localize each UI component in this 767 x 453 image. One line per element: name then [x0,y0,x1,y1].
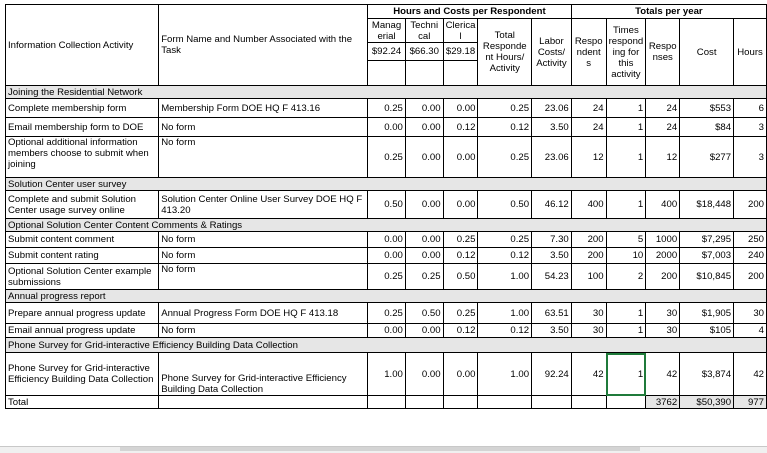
header-form[interactable]: Form Name and Number Associated with the Task [159,5,368,86]
table-row[interactable]: Optional Solution Center example submissions No form 0.25 0.25 0.50 1.00 54.23 100 2 200 $10,845 200 [6,264,767,290]
total-row[interactable] [6,396,767,409]
header-cost[interactable]: Cost [680,19,734,86]
header-total-hours[interactable]: Total Responde nt Hours/ Activity [478,19,532,86]
activity-cell[interactable]: Submit content comment [6,232,159,248]
activity-cell[interactable]: Optional Solution Center example submissions [6,264,159,290]
form-cell[interactable]: Membership Form DOE HQ F 413.16 [159,99,368,118]
table-row[interactable]: Phone Survey for Grid-interactive Efficiency Building Data Collection Phone Survey for Grid-interactive Efficiency Building Data Collection 1.00 0.00 0.00 1.00 92.24 42 1 42 $3,874 42 [6,353,767,396]
table-row[interactable]: Submit content rating No form 0.00 0.00 0.12 0.12 3.50 200 10 2000 $7,003 240 [6,248,767,264]
section-header[interactable]: Optional Solution Center Content Comments & Ratings [6,219,767,232]
activity-cell[interactable]: Optional additional information members choose to submit when joining [6,137,159,178]
scrollbar-thumb[interactable] [120,447,640,451]
form-cell[interactable]: No form [159,232,368,248]
section-header[interactable]: Joining the Residential Network [6,86,767,99]
total-cost[interactable]: $50,390 [680,396,734,409]
activity-cell[interactable]: Prepare annual progress update [6,303,159,324]
table-row[interactable]: Email annual progress update No form 0.00 0.00 0.12 0.12 3.50 30 1 30 $105 4 [6,324,767,338]
rate-technical[interactable]: $66.30 [405,43,443,61]
form-cell[interactable]: No form [159,248,368,264]
form-cell[interactable]: Annual Progress Form DOE HQ F 413.18 [159,303,368,324]
header-clerical[interactable]: Clerica l [443,19,478,43]
header-times[interactable]: Times respond ing for this activity [606,19,646,86]
header-technical[interactable]: Techni cal [405,19,443,43]
form-cell[interactable]: No form [159,118,368,137]
table-row[interactable]: Prepare annual progress update Annual Progress Form DOE HQ F 413.18 0.25 0.50 0.25 1.00 63.51 30 1 30 $1,905 30 [6,303,767,324]
table-row[interactable]: Email membership form to DOE No form 0.00 0.00 0.12 0.12 3.50 24 1 24 $84 3 [6,118,767,137]
header-activity[interactable]: Information Collection Activity [6,5,159,86]
total-label[interactable]: Total [6,396,159,409]
activity-cell[interactable]: Complete and submit Solution Center usage survey online [6,191,159,219]
rate-clerical[interactable]: $29.18 [443,43,478,61]
activity-cell[interactable]: Submit content rating [6,248,159,264]
form-cell[interactable]: No form [159,137,368,178]
form-cell[interactable]: Phone Survey for Grid-interactive Efficiency Building Data Collection [159,353,368,396]
header-hours[interactable]: Hours [734,19,767,86]
form-cell[interactable]: No form [159,264,368,290]
header-group-totals[interactable]: Totals per year [571,5,766,19]
header-respondents[interactable]: Respo ndent s [571,19,606,86]
selected-cell[interactable]: 1 [606,353,646,396]
header-labor-costs[interactable]: Labor Costs/ Activity [532,19,572,86]
activity-cell[interactable]: Complete membership form [6,99,159,118]
table-row[interactable]: Complete and submit Solution Center usage survey online Solution Center Online User Survey DOE HQ F 413.20 0.50 0.00 0.00 0.50 46.12 400 1 400 $18,448 200 [6,191,767,219]
total-hours[interactable]: 977 [734,396,767,409]
header-managerial[interactable]: Manag erial [368,19,406,43]
form-cell[interactable]: No form [159,324,368,338]
total-responses[interactable]: 3762 [646,396,680,409]
table-row[interactable]: Submit content comment No form 0.00 0.00 0.25 0.25 7.30 200 5 1000 $7,295 250 [6,232,767,248]
section-header[interactable]: Annual progress report [6,290,767,303]
spreadsheet-table [5,4,767,409]
activity-cell[interactable]: Phone Survey for Grid-interactive Efficiency Building Data Collection [6,353,159,396]
table-row[interactable]: Complete membership form Membership Form DOE HQ F 413.16 0.25 0.00 0.00 0.25 23.06 24 1 24 $553 6 [6,99,767,118]
table-row[interactable]: Optional additional information members choose to submit when joining No form 0.25 0.00 0.00 0.25 23.06 12 1 12 $277 3 [6,137,767,178]
form-cell[interactable]: Solution Center Online User Survey DOE HQ F 413.20 [159,191,368,219]
activity-cell[interactable]: Email membership form to DOE [6,118,159,137]
rate-managerial[interactable]: $92.24 [368,43,406,61]
activity-cell[interactable]: Email annual progress update [6,324,159,338]
section-header[interactable]: Solution Center user survey [6,178,767,191]
section-header[interactable]: Phone Survey for Grid-interactive Efficiency Building Data Collection [6,338,767,353]
header-group-hours[interactable]: Hours and Costs per Respondent [368,5,572,19]
header-responses[interactable]: Respo nses [646,19,680,86]
